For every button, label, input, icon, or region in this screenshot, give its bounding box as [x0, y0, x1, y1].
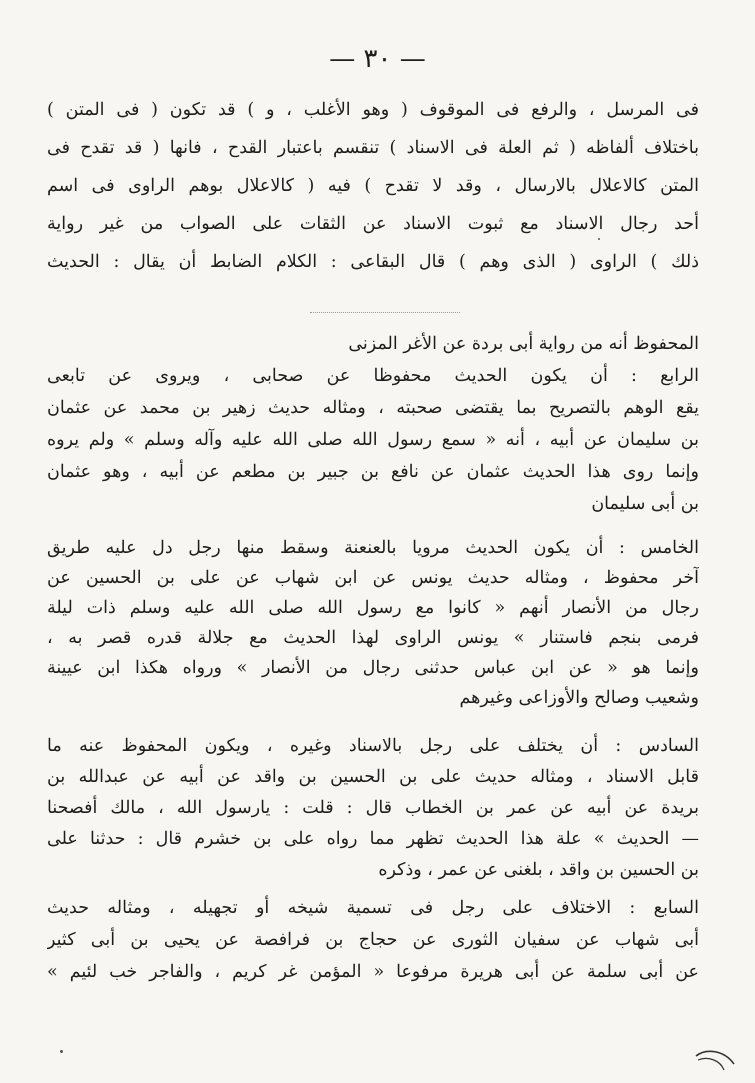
text-line: أبى شهاب عن سفيان الثورى عن حجاج بن فرافصة عن يحيى بن أبى كثير	[47, 930, 699, 950]
text-line: أحد رجال الاسناد مع ثبوت الاسناد عن الثقات على الصواب من غير رواية	[47, 214, 699, 234]
text-line: السادس : أن يختلف على رجل بالاسناد وغيره ، ويكون المحفوظ عنه ما	[47, 736, 699, 756]
text-line: ذلك ) الراوى ( الذى وهم ) قال البقاعى : الكلام الضابط أن يقال : الحديث	[47, 252, 699, 272]
text-line: يقع الوهم بالتصريح بما يقتضى صحبته ، ومثاله حديث زهير بن محمد عن عثمان	[47, 398, 699, 418]
text-line: بن أبى سليمان	[591, 494, 699, 514]
text-line: وإنما هو « عن ابن عباس حدثنى رجال من الأنصار » ورواه هكذا ابن عيينة	[47, 658, 699, 678]
text-line: — الحديث » علة هذا الحديث تظهر مما رواه على بن خشرم قال : حدثنا على	[47, 829, 699, 849]
section-divider	[310, 312, 460, 313]
text-line: بن الحسين بن واقد ، بلغنى عن عمر ، وذكره	[378, 860, 699, 880]
text-line: فى المرسل ، والرفع فى الموقوف ( وهو الأغلب ، و ) قد تكون ( فى المتن )	[47, 100, 699, 120]
text-line: الخامس : أن يكون الحديث مرويا بالعنعنة وسقط منها رجل دل عليه طريق	[47, 538, 699, 558]
page-number: — ٣٠ —	[329, 44, 426, 74]
text-line: وشعيب وصالح والأوزاعى وغيرهم	[459, 688, 699, 708]
text-line: عن أبى سلمة عن أبى هريرة مرفوعا « المؤمن غر كريم ، والفاجر خب لئيم »	[47, 962, 699, 982]
text-line: الرابع : أن يكون الحديث محفوظا عن صحابى ، ويروى عن تابعى	[47, 366, 699, 386]
text-line: رجال من الأنصار أنهم « كانوا مع رسول الله صلى الله عليه وسلم ذات ليلة	[47, 598, 699, 618]
text-line: وإنما روى هذا الحديث عثمان عن نافع بن جبير بن مطعم عن أبيه ، وهو عثمان	[47, 462, 699, 482]
text-line: السابع : الاختلاف على رجل فى تسمية شيخه أو تجهيله ، ومثاله حديث	[47, 898, 699, 918]
text-line: المحفوظ أنه من رواية أبى بردة عن الأغر المزنى	[348, 334, 699, 354]
page-curl-mark	[694, 1046, 738, 1074]
text-line: قابل الاسناد ، ومثاله حديث على بن الحسين بن واقد عن أبيه عن عبدالله بن	[47, 767, 699, 787]
text-line: فرمى بنجم فاستنار » يونس الراوى لهذا الحديث مع جلالة قدره قصر به ،	[47, 628, 699, 648]
text-line: بن سليمان عن أبيه ، أنه « سمع رسول الله صلى الله عليه وآله وسلم » ولم يروه	[47, 430, 699, 450]
ink-speck	[60, 1050, 63, 1053]
text-line: آخر محفوظ ، ومثاله حديث يونس عن ابن شهاب عن على بن الحسين عن	[47, 568, 699, 588]
ink-speck	[598, 238, 600, 240]
text-line: المتن كالاعلال بالارسال ، وقد لا تقدح ) فيه ( كالاعلال بوهم الراوى فى اسم	[47, 176, 699, 196]
text-line: بريدة عن أبيه عن عمر بن الخطاب قال : قلت : يارسول الله ، مالك أفصحنا	[47, 798, 699, 818]
text-line: باختلاف ألفاظه ( ثم العلة فى الاسناد ) تنقسم باعتبار القدح ، فانها ( قد تقدح فى	[47, 138, 699, 158]
